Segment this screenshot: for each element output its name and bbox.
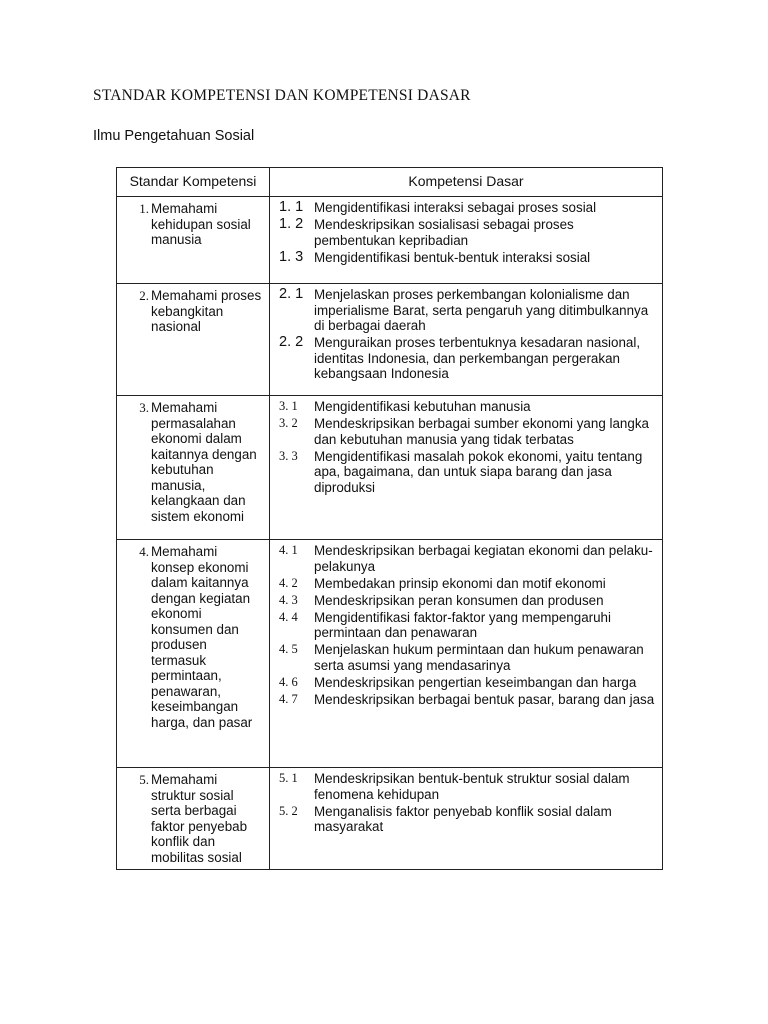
kd-number: 4. 1 <box>279 543 298 557</box>
kd-text: Mendeskripsikan peran konsumen dan produsen <box>314 592 604 608</box>
sk-number: 1. <box>139 201 149 216</box>
kd-number: 3. 2 <box>279 416 298 430</box>
kd-number: 5. 1 <box>279 771 298 785</box>
competency-table <box>116 167 663 870</box>
sk-number: 5. <box>139 772 149 787</box>
sk-text: Memahami proses kebangkitan nasional <box>151 288 262 334</box>
kd-number: 4. 7 <box>279 691 298 706</box>
kd-text: Membedakan prinsip ekonomi dan motif ekonomi <box>314 575 606 591</box>
kd-number: 4. 4 <box>279 609 298 624</box>
table-row <box>117 197 663 284</box>
kd-number: 4. 2 <box>279 575 298 590</box>
kd-item <box>279 692 656 708</box>
kd-item <box>279 250 656 266</box>
kd-text: Mendeskripsikan berbagai bentuk pasar, barang dan jasa <box>314 691 655 707</box>
header-kompetensi-dasar: Kompetensi Dasar <box>270 168 663 197</box>
kd-number: 2. 2 <box>279 334 304 350</box>
kd-item <box>279 217 656 248</box>
kd-cell <box>270 768 663 870</box>
kd-number: 4. 3 <box>279 592 298 607</box>
kd-cell <box>270 284 663 396</box>
kd-number: 1. 3 <box>279 248 304 265</box>
sk-text: Memahami permasalahan ekonomi dalam kaitannya dengan kebutuhan manusia, kelangkaan dan sistem ekonomi <box>151 400 257 524</box>
sk-text: Memahami konsep ekonomi dalam kaitannya dengan kegiatan ekonomi konsumen dan produsen termasuk permintaan, penawaran, keseimbangan harga, dan pasar <box>151 544 253 730</box>
kd-number: 3. 1 <box>279 399 298 413</box>
kd-item <box>279 771 656 802</box>
sk-number: 3. <box>139 400 149 415</box>
kd-number: 1. 1 <box>279 199 304 215</box>
sk-cell <box>117 197 270 284</box>
kd-text: Mengidentifikasi interaksi sebagai proses sosial <box>314 200 597 215</box>
table-row <box>117 768 663 870</box>
page-title: STANDAR KOMPETENSI DAN KOMPETENSI DASAR <box>93 87 471 104</box>
sk-cell <box>117 284 270 396</box>
kd-number: 4. 5 <box>279 642 298 656</box>
kd-text: Menguraikan proses terbentuknya kesadaran nasional, identitas Indonesia, dan perkembangan pergerakan kebangsaan Indonesia <box>314 335 641 381</box>
sk-text: Memahami struktur sosial serta berbagai faktor penyebab konflik dan mobilitas sosial <box>151 772 248 865</box>
kd-text: Mengidentifikasi kebutuhan manusia <box>314 399 531 414</box>
kd-cell <box>270 396 663 540</box>
kd-item <box>279 335 656 382</box>
kd-item <box>279 675 656 691</box>
kd-text: Mendeskripsikan berbagai kegiatan ekonomi dan pelaku-pelakunya <box>314 543 653 574</box>
kd-text: Mendeskripsikan bentuk-bentuk struktur sosial dalam fenomena kehidupan <box>314 771 630 802</box>
kd-text: Mengidentifikasi masalah pokok ekonomi, yaitu tentang apa, bagaimana, dan untuk siapa barang dan jasa diproduksi <box>314 448 643 495</box>
kd-number: 5. 2 <box>279 803 298 818</box>
kd-item <box>279 804 656 835</box>
kd-text: Menjelaskan proses perkembangan kolonialisme dan imperialisme Barat, serta pengaruh yang ditimbulkannya di berbagai daerah <box>314 287 649 333</box>
kd-cell <box>270 197 663 284</box>
kd-item <box>279 576 656 592</box>
sk-cell <box>117 768 270 870</box>
sk-cell <box>117 396 270 540</box>
kd-number: 4. 6 <box>279 674 298 689</box>
kd-number: 2. 1 <box>279 286 304 302</box>
subject-title: Ilmu Pengetahuan Sosial <box>93 128 255 144</box>
kd-item <box>279 543 656 574</box>
kd-number: 1. 2 <box>279 216 304 232</box>
table-header-row <box>117 168 663 197</box>
table-row <box>117 284 663 396</box>
sk-number: 2. <box>139 288 149 303</box>
kd-item <box>279 593 656 609</box>
sk-cell <box>117 540 270 768</box>
kd-item <box>279 287 656 334</box>
kd-item <box>279 416 656 447</box>
kd-text: Mengidentifikasi bentuk-bentuk interaksi sosial <box>314 249 591 265</box>
kd-text: Mendeskripsikan pengertian keseimbangan dan harga <box>314 674 637 690</box>
header-standar-kompetensi: Standar Kompetensi <box>117 168 270 197</box>
kd-number: 3. 3 <box>279 448 298 463</box>
kd-item <box>279 200 656 216</box>
sk-text: Memahami kehidupan sosial manusia <box>151 201 251 247</box>
kd-item <box>279 610 656 641</box>
kd-text: Menjelaskan hukum permintaan dan hukum penawaran serta asumsi yang mendasarinya <box>314 642 644 673</box>
kd-text: Mengidentifikasi faktor-faktor yang mempengaruhi permintaan dan penawaran <box>314 609 611 640</box>
kd-text: Mendeskripsikan berbagai sumber ekonomi yang langka dan kebutuhan manusia yang tidak terbatas <box>314 416 649 447</box>
table-row <box>117 540 663 768</box>
kd-item <box>279 449 656 496</box>
kd-item <box>279 642 656 673</box>
table-row <box>117 396 663 540</box>
kd-cell <box>270 540 663 768</box>
sk-number: 4. <box>139 544 149 559</box>
kd-text: Mendeskripsikan sosialisasi sebagai proses pembentukan kepribadian <box>314 217 574 248</box>
kd-text: Menganalisis faktor penyebab konflik sosial dalam masyarakat <box>314 803 612 834</box>
kd-item <box>279 399 656 415</box>
